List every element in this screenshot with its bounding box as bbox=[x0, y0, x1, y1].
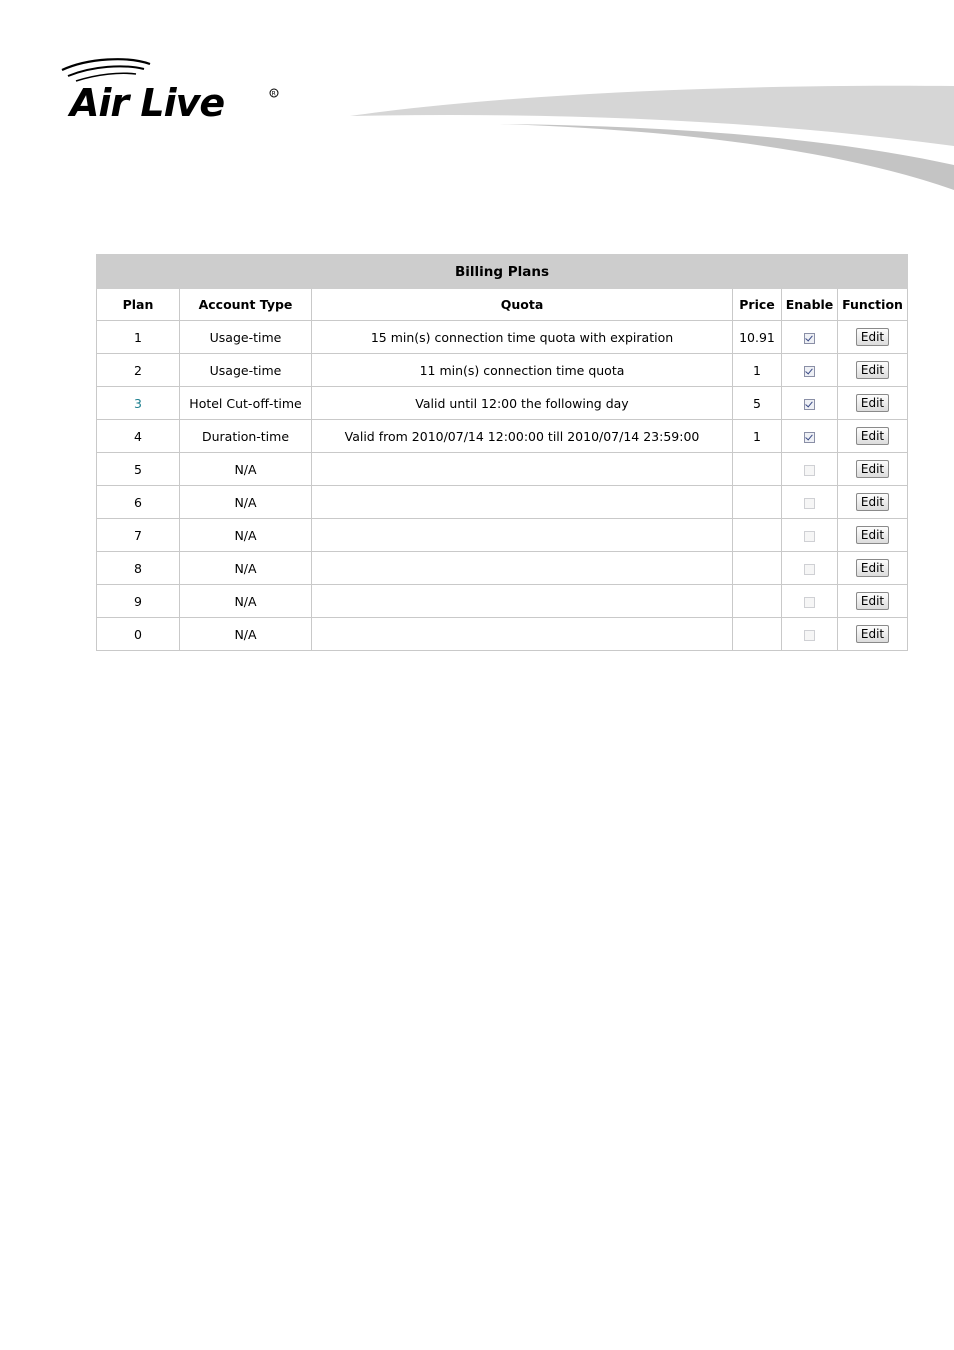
cell-plan: 8 bbox=[97, 552, 180, 585]
edit-button[interactable]: Edit bbox=[856, 460, 889, 478]
cell-quota: Valid until 12:00 the following day bbox=[312, 387, 733, 420]
cell-quota bbox=[312, 552, 733, 585]
cell-account-type: N/A bbox=[180, 453, 312, 486]
cell-quota: 15 min(s) connection time quota with expiration bbox=[312, 321, 733, 354]
edit-button[interactable]: Edit bbox=[856, 526, 889, 544]
cell-quota bbox=[312, 618, 733, 651]
enable-checkbox[interactable] bbox=[804, 564, 815, 575]
cell-account-type: Usage-time bbox=[180, 354, 312, 387]
cell-plan: 0 bbox=[97, 618, 180, 651]
cell-account-type: N/A bbox=[180, 486, 312, 519]
cell-enable bbox=[782, 618, 838, 651]
enable-checkbox[interactable] bbox=[804, 531, 815, 542]
cell-price bbox=[733, 519, 782, 552]
edit-button[interactable]: Edit bbox=[856, 592, 889, 610]
header-account-type: Account Type bbox=[180, 289, 312, 321]
table-row bbox=[97, 387, 908, 420]
svg-text:R: R bbox=[271, 90, 276, 98]
cell-price bbox=[733, 585, 782, 618]
cell-plan: 1 bbox=[97, 321, 180, 354]
cell-quota bbox=[312, 585, 733, 618]
logo-text: Air Live bbox=[70, 81, 225, 125]
billing-plans-table bbox=[96, 254, 908, 651]
enable-checkbox[interactable] bbox=[804, 333, 815, 344]
edit-button[interactable]: Edit bbox=[856, 559, 889, 577]
enable-checkbox[interactable] bbox=[804, 465, 815, 476]
table-row bbox=[97, 321, 908, 354]
cell-enable bbox=[782, 486, 838, 519]
cell-quota bbox=[312, 453, 733, 486]
cell-quota: 11 min(s) connection time quota bbox=[312, 354, 733, 387]
cell-function bbox=[838, 420, 908, 453]
header-price: Price bbox=[733, 289, 782, 321]
edit-button[interactable]: Edit bbox=[856, 394, 889, 412]
cell-plan: 4 bbox=[97, 420, 180, 453]
cell-function bbox=[838, 618, 908, 651]
table-row bbox=[97, 552, 908, 585]
cell-plan: 6 bbox=[97, 486, 180, 519]
edit-button[interactable]: Edit bbox=[856, 361, 889, 379]
cell-account-type: Duration-time bbox=[180, 420, 312, 453]
table-row bbox=[97, 618, 908, 651]
enable-checkbox[interactable] bbox=[804, 366, 815, 377]
enable-checkbox[interactable] bbox=[804, 498, 815, 509]
header-quota: Quota bbox=[312, 289, 733, 321]
enable-checkbox[interactable] bbox=[804, 432, 815, 443]
table-row bbox=[97, 519, 908, 552]
table-row bbox=[97, 585, 908, 618]
cell-price bbox=[733, 552, 782, 585]
table-row bbox=[97, 354, 908, 387]
cell-account-type: N/A bbox=[180, 618, 312, 651]
cell-plan: 5 bbox=[97, 453, 180, 486]
cell-account-type: N/A bbox=[180, 519, 312, 552]
edit-button[interactable]: Edit bbox=[856, 625, 889, 643]
cell-price: 5 bbox=[733, 387, 782, 420]
cell-function bbox=[838, 486, 908, 519]
cell-quota bbox=[312, 519, 733, 552]
edit-button[interactable]: Edit bbox=[856, 427, 889, 445]
edit-button[interactable]: Edit bbox=[856, 328, 889, 346]
cell-account-type: Hotel Cut-off-time bbox=[180, 387, 312, 420]
enable-checkbox[interactable] bbox=[804, 597, 815, 608]
cell-function bbox=[838, 321, 908, 354]
cell-function bbox=[838, 453, 908, 486]
cell-enable bbox=[782, 519, 838, 552]
header-enable: Enable bbox=[782, 289, 838, 321]
table-row bbox=[97, 486, 908, 519]
cell-quota bbox=[312, 486, 733, 519]
header-plan: Plan bbox=[97, 289, 180, 321]
cell-price: 1 bbox=[733, 354, 782, 387]
airlive-logo bbox=[58, 56, 283, 128]
cell-account-type: N/A bbox=[180, 585, 312, 618]
cell-account-type: Usage-time bbox=[180, 321, 312, 354]
cell-function bbox=[838, 552, 908, 585]
cell-price: 1 bbox=[733, 420, 782, 453]
table-row bbox=[97, 453, 908, 486]
cell-account-type: N/A bbox=[180, 552, 312, 585]
cell-price bbox=[733, 453, 782, 486]
cell-plan: 2 bbox=[97, 354, 180, 387]
table-row bbox=[97, 420, 908, 453]
cell-plan: 3 bbox=[97, 387, 180, 420]
cell-plan: 7 bbox=[97, 519, 180, 552]
cell-quota: Valid from 2010/07/14 12:00:00 till 2010/07/14 23:59:00 bbox=[312, 420, 733, 453]
header-function: Function bbox=[838, 289, 908, 321]
cell-enable bbox=[782, 354, 838, 387]
cell-price bbox=[733, 618, 782, 651]
enable-checkbox[interactable] bbox=[804, 630, 815, 641]
cell-price bbox=[733, 486, 782, 519]
cell-function bbox=[838, 519, 908, 552]
enable-checkbox[interactable] bbox=[804, 399, 815, 410]
cell-plan: 9 bbox=[97, 585, 180, 618]
cell-price: 10.91 bbox=[733, 321, 782, 354]
table-title: Billing Plans bbox=[97, 255, 908, 289]
cell-enable bbox=[782, 585, 838, 618]
cell-enable bbox=[782, 321, 838, 354]
cell-enable bbox=[782, 552, 838, 585]
cell-function bbox=[838, 354, 908, 387]
cell-enable bbox=[782, 387, 838, 420]
cell-function bbox=[838, 585, 908, 618]
cell-enable bbox=[782, 453, 838, 486]
cell-function bbox=[838, 387, 908, 420]
edit-button[interactable]: Edit bbox=[856, 493, 889, 511]
cell-enable bbox=[782, 420, 838, 453]
